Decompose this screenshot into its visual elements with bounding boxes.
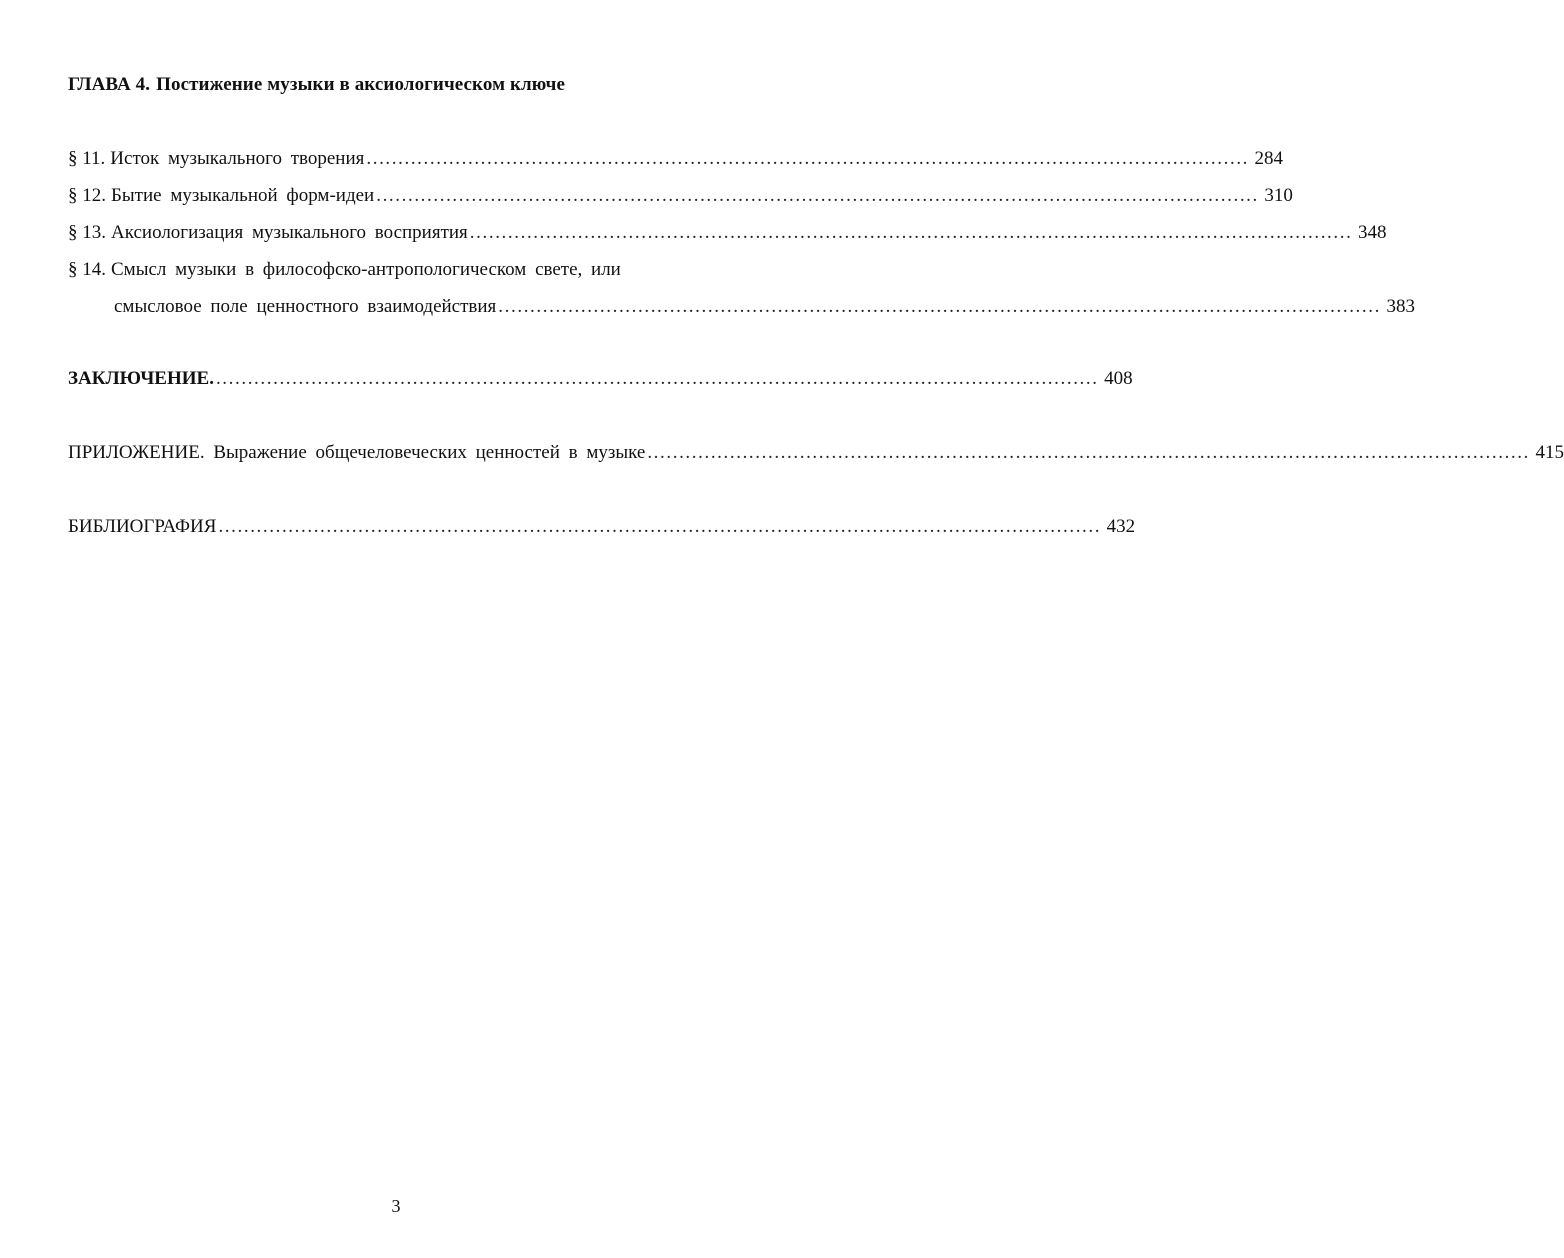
section-number: § 14. [68, 259, 106, 280]
toc-entry-section-13[interactable] [68, 221, 1387, 245]
bibliography-title: БИБЛИОГРАФИЯ [68, 516, 217, 537]
section-number: § 11. [68, 148, 106, 169]
page-number: 310 [1264, 185, 1293, 206]
page-number: 408 [1104, 368, 1133, 389]
section-title: Бытие музыкальной форм-идеи [111, 185, 375, 206]
chapter-heading [68, 74, 738, 96]
dot-leader: ........................................................................................................................................... [498, 296, 1381, 317]
dot-leader: ........................................................................................................................................... [469, 222, 1353, 243]
toc-entry-bibliography[interactable] [68, 515, 1136, 539]
page-number: 415 [1535, 442, 1564, 463]
toc-entry-section-12[interactable] [68, 184, 1293, 208]
appendix-title: ПРИЛОЖЕНИЕ. Выражение общечеловеческих ценностей в музыке [68, 442, 646, 463]
toc-entry-conclusion[interactable] [68, 367, 1133, 391]
section-title: Аксиологизация музыкального восприятия [111, 222, 468, 243]
conclusion-title: ЗАКЛЮЧЕНИЕ. [68, 368, 214, 389]
dot-leader: ........................................................................................................................................... [215, 368, 1099, 389]
page-number: 348 [1357, 222, 1387, 243]
page-number: 432 [1106, 516, 1136, 537]
section-title-line-1: Смысл музыки в философско-антропологическом свете, или [111, 259, 621, 280]
section-number: § 12. [68, 185, 106, 206]
toc-entry-section-11[interactable] [68, 147, 1284, 171]
dot-leader: ........................................................................................................................................... [366, 148, 1250, 169]
dot-leader: ........................................................................................................................................... [647, 442, 1530, 463]
toc-entry-appendix[interactable] [68, 441, 1564, 465]
section-title-line-2: смысловое поле ценностного взаимодействия [114, 296, 497, 317]
chapter-label: ГЛАВА 4. [68, 74, 151, 95]
toc-entry-section-14-continued[interactable] [114, 295, 1415, 319]
page-number: 383 [1386, 296, 1415, 317]
toc-entry-section-14[interactable] [68, 258, 734, 282]
page-number: 284 [1254, 148, 1284, 169]
dot-leader: ........................................................................................................................................... [218, 516, 1102, 537]
chapter-title: Постижение музыки в аксиологическом ключе [156, 74, 566, 95]
footer-page-number: 3 [391, 1196, 401, 1216]
dot-leader: ........................................................................................................................................... [376, 185, 1259, 206]
section-title: Исток музыкального творения [110, 148, 365, 169]
section-number: § 13. [68, 222, 106, 243]
